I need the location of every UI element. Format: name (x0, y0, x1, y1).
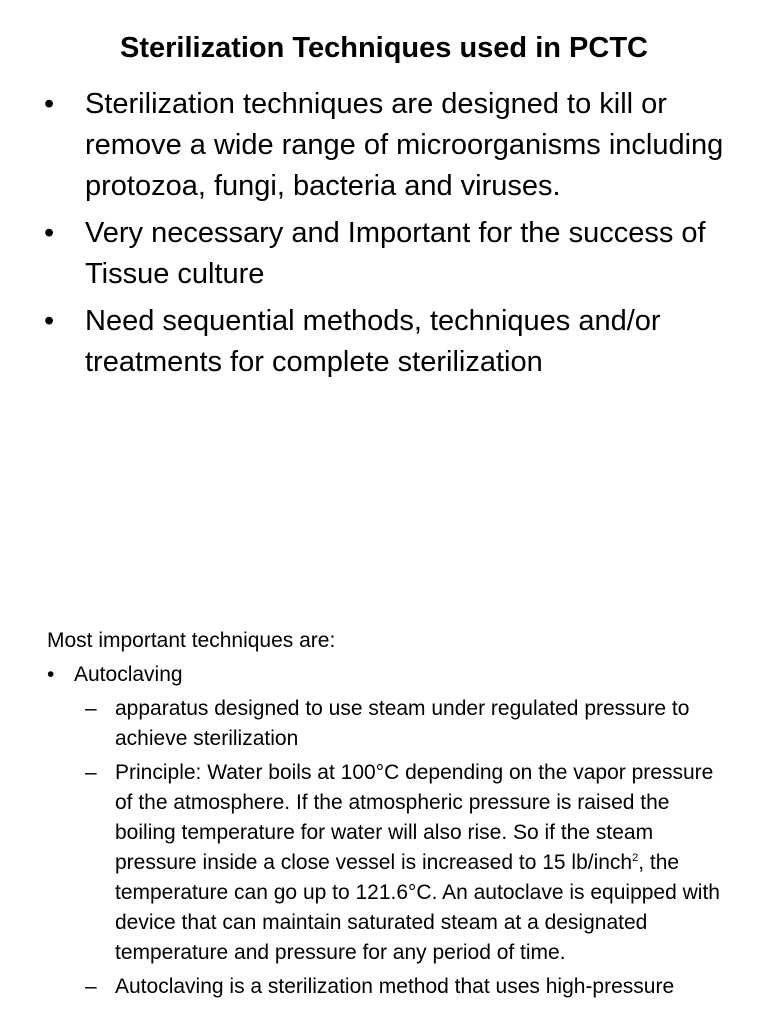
detail-item (82, 972, 735, 1002)
detail-text-part2: , the temperature can go up to 121.6°C. An autoclave is equipped with device that can maintain saturated steam at a designated temperature and pressure for any period of time. (115, 851, 720, 964)
superscript: 2 (632, 852, 639, 864)
main-bullet-text: Very necessary and Important for the success of Tissue culture (85, 217, 706, 290)
techniques-intro: Most important techniques are: (47, 629, 336, 652)
main-bullet-item (40, 84, 730, 207)
main-bullet-text: Sterilization techniques are designed to kill or remove a wide range of microorganisms including protozoa, fungi, bacteria and viruses. (85, 88, 724, 202)
bullet-dot-icon: • (47, 663, 55, 686)
detail-text: apparatus designed to use steam under regulated pressure to achieve sterilization (115, 697, 690, 750)
dash-icon: – (85, 975, 97, 998)
techniques-list (47, 660, 737, 1002)
bullet-dot-icon: • (44, 88, 55, 120)
technique-item (47, 660, 737, 1002)
detail-item (82, 694, 735, 754)
main-bullet-item (40, 301, 730, 383)
bullet-dot-icon: • (44, 217, 55, 249)
main-bullet-list (40, 84, 730, 389)
technique-name: Autoclaving (74, 663, 183, 686)
main-bullet-text: Need sequential methods, techniques and/or treatments for complete sterilization (85, 305, 661, 378)
detail-text: Autoclaving is a sterilization method that uses high-pressure (115, 975, 675, 998)
technique-detail-list (74, 694, 737, 1002)
main-bullet-item (40, 213, 730, 295)
dash-icon: – (85, 761, 97, 784)
bullet-dot-icon: • (44, 305, 55, 337)
techniques-section (47, 626, 737, 1006)
detail-text-part1: Principle: Water boils at 100°C depending on the vapor pressure of the atmosphere. If the atmospheric pressure is raised the boiling temperature for water will also rise. So if the steam pressure inside a close vessel is increased to 15 lb/inch (115, 761, 714, 874)
detail-item (82, 758, 735, 968)
slide-title: Sterilization Techniques used in PCTC (120, 32, 648, 64)
dash-icon: – (85, 697, 97, 720)
